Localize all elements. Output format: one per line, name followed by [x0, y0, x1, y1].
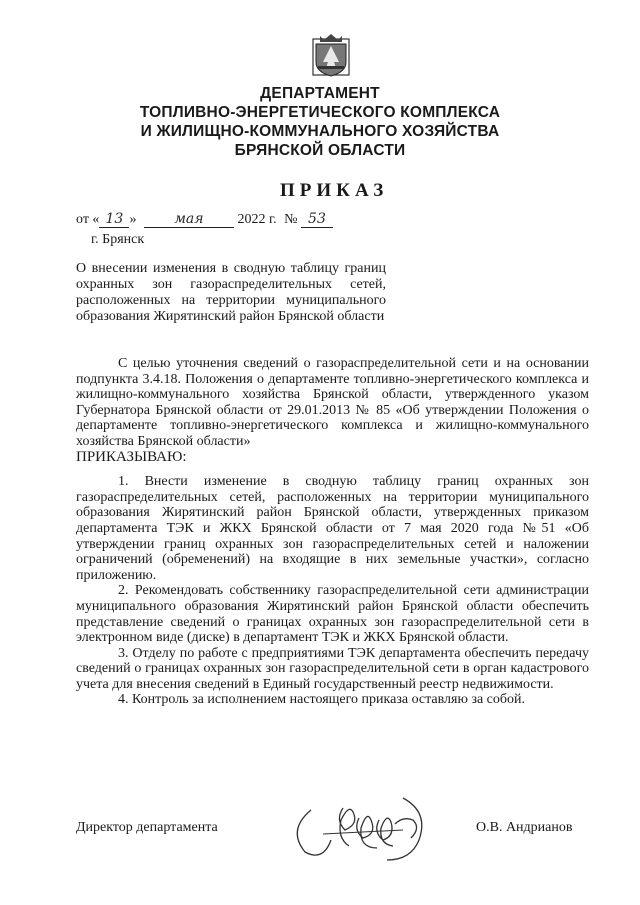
dept-line-1: ДЕПАРТАМЕНТ	[260, 85, 380, 102]
item-1: 1. Внести изменение в сводную таблицу границ охранных зон газораспределительных сетей, расположенных на территории муниципального образования Жирятинский район Брянской области, утвержденных приказом департамента ТЭК и ЖКХ Брянской области от 7 мая 2020 года №51 «Об утверждении границ охранных зон газораспределительных сетей и наложении ограничений (обременений) на входящие в них земельные участки», согласно приложению.	[76, 474, 589, 583]
dept-line-4: БРЯНСКОЙ ОБЛАСТИ	[234, 142, 406, 159]
order-city: г. Брянск	[91, 232, 145, 247]
signer-name: О.В. Андрианов	[476, 820, 573, 835]
from-label: от «	[76, 212, 100, 227]
order-subject: О внесении изменения в сводную таблицу границ охранных зон газораспределительных сетей, расположенных на территории муниципального образования Жирятинский район Брянской области	[76, 261, 386, 324]
item-4: 4. Контроль за исполнением настоящего приказа оставляю за собой.	[118, 692, 526, 708]
preamble-paragraph: С целью уточнения сведений о газораспределительной сети и на основании подпункта 3.4.18. Положения о департаменте топливно-энергетического комплекса и жилищно-коммунального хозяйства Брянской области, утвержденного указом Губернатора Брянской области от 29.01.2013 № 85 «Об утверждении Положения о департаменте топливно-энергетического комплекса и жилищно-коммунального хозяйства Брянской области»	[76, 356, 589, 449]
order-month: мая	[144, 211, 234, 228]
item-2: 2. Рекомендовать собственнику газораспределительной сети администрации муниципального образования Жирятинский район Брянской области обеспечить представление сведений о границах охранных зон газораспределительной сети в электронном виде (диске) в департамент ТЭК и ЖКХ Брянской области.	[76, 583, 589, 646]
order-body	[76, 356, 589, 708]
order-year: 2022 г.	[237, 212, 277, 227]
dept-line-2: ТОПЛИВНО-ЭНЕРГЕТИЧЕСКОГО КОМПЛЕКСА	[139, 104, 501, 121]
handwritten-signature	[283, 790, 433, 862]
order-date-line	[76, 211, 333, 228]
dept-line-3: И ЖИЛИЩНО-КОММУНАЛЬНОГО ХОЗЯЙСТВА	[140, 123, 500, 140]
order-title: ПРИКАЗ	[280, 180, 389, 201]
number-label: №	[284, 212, 298, 227]
item-3: 3. Отделу по работе с предприятиями ТЭК департамента обеспечить передачу сведений о границах охранных зон газораспределительной сети в орган кадастрового учета для внесения сведений в Единый государственный реестр недвижимости.	[76, 645, 589, 692]
quote-close: »	[129, 212, 137, 227]
signer-position: Директор департамента	[76, 820, 218, 835]
order-number: 53	[301, 211, 333, 228]
coat-of-arms-emblem	[312, 32, 350, 78]
order-day: 13	[99, 211, 129, 228]
order-word: ПРИКАЗЫВАЮ:	[76, 448, 187, 465]
department-header	[0, 84, 640, 160]
